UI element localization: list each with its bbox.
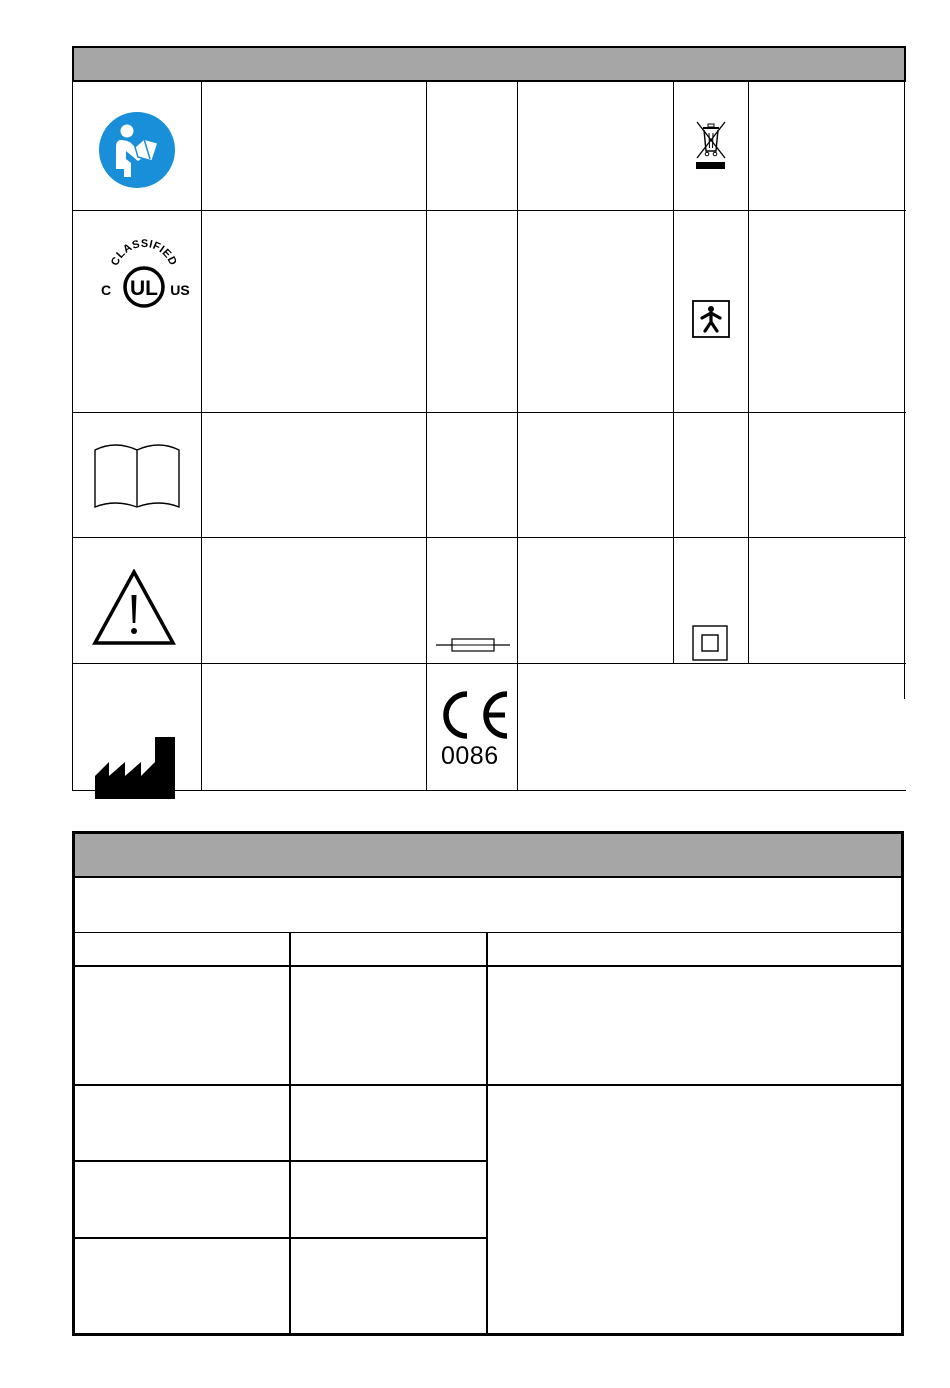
symbols-table-title [74,42,90,70]
warning-triangle-icon [92,569,176,647]
weee-bin-icon [694,121,728,171]
grid-border-left [72,82,73,791]
grid-border-bottom [72,790,906,791]
symbols-table-grid [72,82,906,791]
class-ii-double-insulation-icon [692,625,728,661]
symbols-table [72,46,906,791]
svg-text:CLASSIFIED [109,238,179,268]
column-divider [201,82,202,791]
specification-table-header [75,834,901,878]
column-header [75,933,289,965]
grid-border-right [904,82,905,699]
read-manual-icon [98,111,176,189]
column-divider [517,82,518,791]
column-header [488,933,901,965]
table-cell [488,967,901,1084]
table-cell [75,967,289,1084]
table-cell [75,1162,289,1237]
table-cell [291,1239,486,1333]
ul-mark-center-text: UL [130,277,158,300]
row-divider [72,663,906,664]
ul-mark-left-text: C [100,282,112,298]
specification-table [72,831,904,1336]
ul-mark-right-text: US [170,282,190,298]
ce-notified-body-number: 0086 [441,742,499,770]
column-divider [673,82,674,664]
row-divider [72,537,906,538]
ce-mark-icon [427,666,517,790]
ul-classified-mark-icon [98,227,190,309]
table-cell [291,1086,486,1160]
specification-table-title [75,828,91,856]
table-cell [75,1086,289,1160]
instruction-book-icon [92,440,182,510]
table-cell [488,1086,901,1333]
manufacturer-factory-icon [94,737,176,799]
table-cell [291,967,486,1084]
ul-mark-top-text: CLASSIFIED [108,237,180,268]
table-cell [75,1239,289,1333]
column-divider [748,82,749,664]
specification-table-intro [75,880,901,932]
row-divider [72,412,906,413]
table-cell [291,1162,486,1237]
symbols-table-header [72,46,906,82]
type-bf-applied-part-icon [692,300,730,338]
fuse-icon [436,635,510,655]
row-divider [72,210,906,211]
ce-mark-letters-icon [437,690,509,740]
column-header [291,933,486,965]
